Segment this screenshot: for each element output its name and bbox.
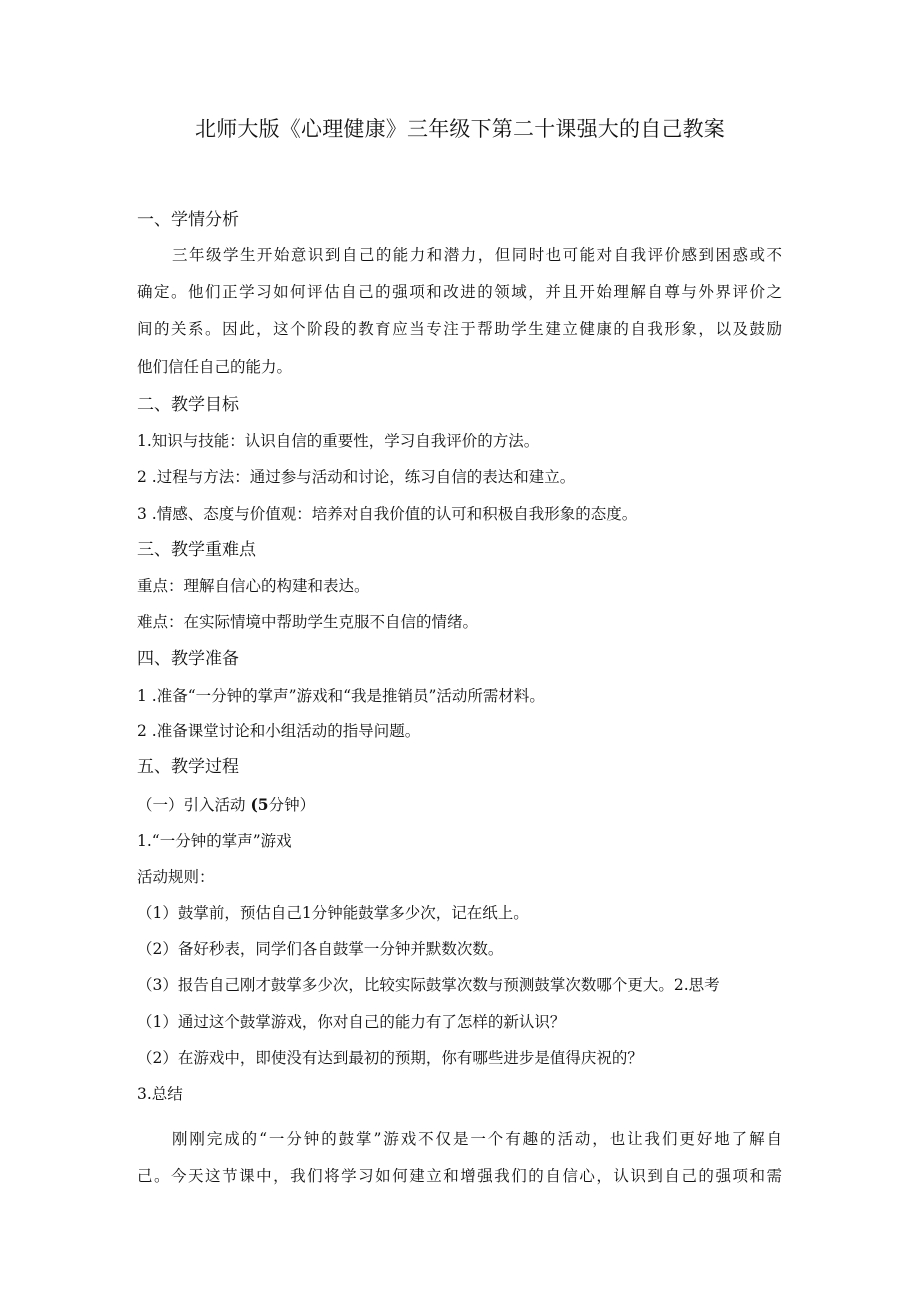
subsection-duration: (5 bbox=[250, 795, 269, 814]
subsection-heading bbox=[137, 794, 782, 816]
list-item: 2 .过程与方法：通过参与活动和讨论，练习自信的表达和建立。 bbox=[137, 468, 576, 486]
list-item: 重点：理解自信心的构建和表达。 bbox=[137, 577, 370, 595]
paragraph-line: 确定。他们正学习如何评估自己的强项和改进的领域，并且开始理解自尊与外界评价之 bbox=[137, 283, 782, 301]
section-heading-key-points: 三、教学重难点 bbox=[137, 540, 256, 560]
activity-title: 1.“一分钟的掌声”游戏 bbox=[137, 832, 292, 850]
paragraph-line: 三年级学生开始意识到自己的能力和潜力，但同时也可能对自我评价感到困惑或不 bbox=[172, 246, 782, 264]
list-item: （1）通过这个鼓掌游戏，你对自己的能力有了怎样的新认识？ bbox=[137, 1013, 566, 1031]
document-title: 北师大版《心理健康》三年级下第二十课强大的自己教案 bbox=[195, 117, 725, 141]
list-item: （1）鼓掌前，预估自己1分钟能鼓掌多少次，记在纸上。 bbox=[137, 904, 529, 922]
list-item: 难点：在实际情境中帮助学生克服不自信的情绪。 bbox=[137, 613, 479, 631]
paragraph-line: 己。今天这节课中，我们将学习如何建立和增强我们的自信心，认识到自己的强项和需 bbox=[137, 1167, 782, 1185]
section-heading-analysis: 一、学情分析 bbox=[137, 210, 239, 230]
subsection-label: （一）引入活动 bbox=[137, 796, 246, 814]
section-heading-process: 五、教学过程 bbox=[137, 757, 239, 777]
list-item: 3 .情感、态度与价值观：培养对自我价值的认可和积极自我形象的态度。 bbox=[137, 505, 638, 523]
paragraph-line: 刚刚完成的“一分钟的鼓掌”游戏不仅是一个有趣的活动，也让我们更好地了解自 bbox=[172, 1130, 782, 1148]
list-item: 1.知识与技能：认识自信的重要性，学习自我评价的方法。 bbox=[137, 432, 540, 450]
list-item: 2 .准备课堂讨论和小组活动的指导问题。 bbox=[137, 722, 421, 740]
activity-rules-label: 活动规则： bbox=[137, 868, 215, 886]
list-item: 1 .准备“一分钟的掌声”游戏和“我是推销员”活动所需材料。 bbox=[137, 687, 545, 705]
section-heading-preparation: 四、教学准备 bbox=[137, 649, 239, 669]
section-heading-objectives: 二、教学目标 bbox=[137, 395, 239, 415]
list-item: （3）报告自己刚才鼓掌多少次，比较实际鼓掌次数与预测鼓掌次数哪个更大。2.思考 bbox=[137, 976, 720, 994]
list-item: （2）备好秒表，同学们各自鼓掌一分钟并默数次数。 bbox=[137, 940, 504, 958]
summary-heading: 3.总结 bbox=[137, 1085, 183, 1103]
list-item: （2）在游戏中，即使没有达到最初的预期，你有哪些进步是值得庆祝的？ bbox=[137, 1049, 643, 1067]
paragraph-line: 他们信任自己的能力。 bbox=[137, 358, 293, 376]
subsection-duration-unit: 分钟） bbox=[268, 796, 316, 814]
paragraph-line: 间的关系。因此，这个阶段的教育应当专注于帮助学生建立健康的自我形象，以及鼓励 bbox=[137, 320, 782, 338]
